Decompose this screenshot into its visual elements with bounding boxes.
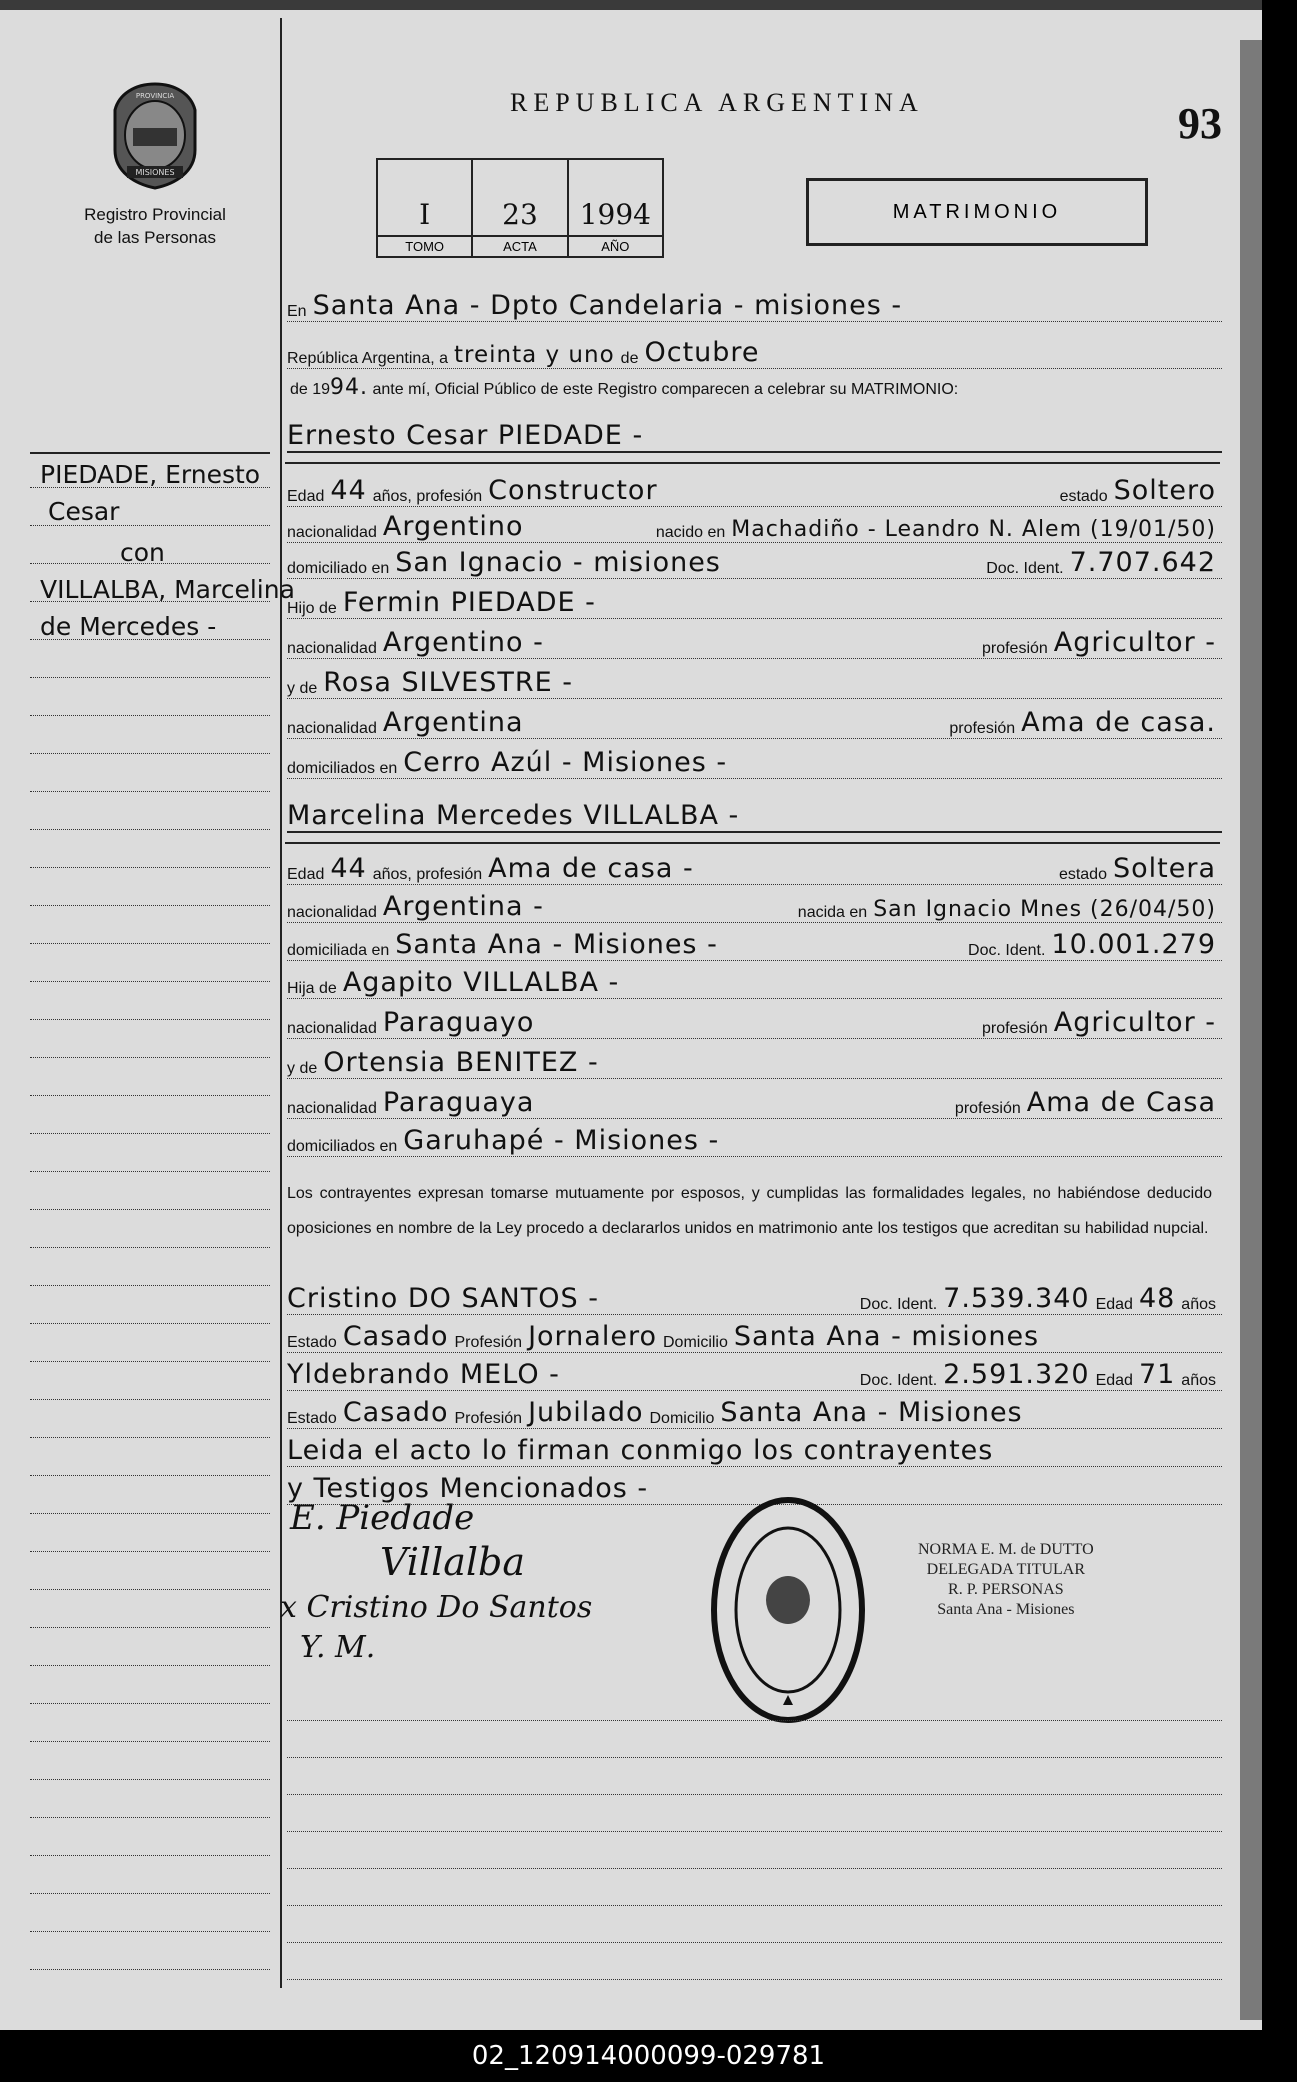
bride-mother-nationality: Paraguaya: [382, 1087, 535, 1118]
margin-ruled-line: [30, 1627, 270, 1628]
official-title: DELEGADA TITULAR: [926, 1561, 1086, 1578]
ruled-line: [287, 1979, 1222, 1980]
official-block: [918, 1540, 1094, 1620]
estado-label: estado: [1058, 866, 1107, 883]
nacido-label: nacido en: [655, 524, 726, 541]
bride-father-profession: Agricultor -: [1053, 1007, 1216, 1038]
bride-age: 44: [330, 853, 367, 884]
day-value: treinta y uno: [454, 342, 615, 368]
bride-doc: 10.001.279: [1051, 929, 1216, 960]
profesion-label: Profesión: [454, 1410, 523, 1427]
bride-birthplace: San Ignacio Mnes (26/04/50): [873, 897, 1216, 922]
seal-top-text: PROVINCIA: [135, 92, 175, 100]
hijo-label: Hijo de: [287, 600, 337, 617]
domiciliado-label: domiciliado en: [287, 560, 390, 577]
year-prefix: de 19: [290, 381, 331, 398]
bride-nationality: Argentina -: [382, 891, 544, 922]
ano-value: 1994: [579, 198, 651, 231]
margin-ruled-line: [30, 1209, 270, 1210]
bride-mother: Ortensia BENITEZ -: [323, 1047, 599, 1078]
bride-father-nat-row: [287, 1002, 1222, 1039]
witness2-profession: Jubilado: [528, 1397, 644, 1428]
margin-note-line4: VILLALBA, Marcelina: [40, 575, 295, 604]
closing-line-2: y Testigos Mencionados -: [287, 1473, 649, 1504]
margin-ruled-line: [30, 639, 270, 640]
doc-label: Doc. Ident.: [986, 560, 1064, 577]
registry-line2: de las Personas: [94, 228, 216, 247]
margin-ruled-line: [30, 601, 270, 602]
groom-mother-nat-row: [287, 702, 1222, 739]
margin-ruled-line: [30, 1133, 270, 1134]
acta-value: 23: [502, 198, 538, 231]
ruled-line: [287, 1720, 1222, 1721]
margin-ruled-line: [30, 487, 270, 488]
groom-father-profession: Agricultor -: [1053, 627, 1216, 658]
ruled-line: [287, 1942, 1222, 1943]
page-edge: [1240, 40, 1262, 2020]
edad-label: Edad: [1095, 1296, 1133, 1313]
doc-label: Doc. Ident.: [859, 1296, 938, 1313]
witness1-age: 48: [1138, 1283, 1176, 1314]
bride-nationality-row: [287, 886, 1222, 923]
edad-label: Edad: [1095, 1372, 1133, 1389]
margin-ruled-line: [30, 905, 270, 906]
month-value: Octubre: [644, 337, 760, 368]
bride-estado: Soltera: [1112, 853, 1216, 884]
profesion-label: años, profesión: [372, 488, 483, 505]
margin-note-line3: con: [120, 538, 165, 567]
margin-ruled-line: [30, 1361, 270, 1362]
margin-ruled-line: [30, 1019, 270, 1020]
nacionalidad-label: nacionalidad: [287, 904, 377, 921]
domiciliados-label: domiciliados en: [287, 1138, 398, 1155]
groom-nationality-row: [287, 506, 1222, 543]
margin-ruled-line: [30, 1095, 270, 1096]
groom-estado: Soltero: [1113, 475, 1216, 506]
bride-parents-domicile-row: [287, 1120, 1222, 1157]
margin-ruled-line: [30, 715, 270, 716]
ruled-line: [287, 1794, 1222, 1795]
nacida-label: nacida en: [797, 904, 868, 921]
scan-id: 02_120914000099-029781: [0, 2030, 1297, 2082]
domiciliada-label: domiciliada en: [287, 942, 390, 959]
province-shield-icon: [105, 80, 205, 190]
groom-mother-nationality: Argentina: [382, 707, 524, 738]
tomo-value: I: [419, 198, 431, 231]
groom-mother-row: [287, 662, 1222, 699]
year-value: 94.: [330, 375, 369, 400]
margin-ruled-line: [30, 791, 270, 792]
ruled-line: [287, 1905, 1222, 1906]
republica-label: República Argentina, a: [287, 350, 448, 367]
margin-ruled-line: [30, 1817, 270, 1818]
bride-parents-domicile: Garuhapé - Misiones -: [403, 1125, 720, 1156]
profesion-label: años, profesión: [372, 866, 483, 883]
estado-label: Estado: [287, 1410, 337, 1427]
official-office: R. P. PERSONAS: [948, 1581, 1064, 1598]
margin-ruled-line: [30, 1969, 270, 1970]
margin-ruled-line: [30, 1703, 270, 1704]
ruled-line: [287, 1757, 1222, 1758]
margin-ruled-line: [30, 753, 270, 754]
y-de-label: y de: [287, 680, 318, 697]
witness2-doc: 2.591.320: [943, 1359, 1090, 1390]
bride-father-row: [287, 962, 1222, 999]
groom-parents-domicile: Cerro Azúl - Misiones -: [403, 747, 728, 778]
acta-cell: [473, 160, 568, 256]
place-row: [287, 285, 1222, 322]
bride-name: Marcelina Mercedes VILLALBA -: [287, 800, 740, 831]
domicilio-label: Domicilio: [649, 1410, 715, 1427]
margin-ruled-line: [30, 1893, 270, 1894]
tomo-label: TOMO: [378, 235, 471, 256]
de-label: de: [620, 350, 639, 367]
bride-mother-row: [287, 1042, 1222, 1079]
document-type-box: MATRIMONIO: [806, 178, 1148, 246]
estado-label: Estado: [287, 1334, 337, 1351]
groom-father: Fermin PIEDADE -: [342, 587, 596, 618]
groom-name: Ernesto Cesar PIEDADE -: [287, 420, 644, 451]
separator: [285, 462, 1220, 464]
margin-ruled-line: [30, 1779, 270, 1780]
ruled-line: [287, 1868, 1222, 1869]
ano-label: AÑO: [569, 235, 662, 256]
edad-label: Edad: [287, 866, 325, 883]
profesion-label: Profesión: [454, 1334, 523, 1351]
profesion-label: profesión: [954, 1100, 1021, 1117]
seal-bottom-text: MISIONES: [135, 168, 175, 177]
y-de-label: y de: [287, 1060, 318, 1077]
bride-profession: Ama de casa -: [488, 853, 694, 884]
margin-ruled-line: [30, 677, 270, 678]
profesion-label: profesión: [981, 640, 1048, 657]
bride-mother-nat-row: [287, 1082, 1222, 1119]
bride-name-row: [287, 795, 1222, 833]
margin-ruled-line: [30, 943, 270, 944]
margin-ruled-line: [30, 1475, 270, 1476]
witness1-detail-row: [287, 1316, 1222, 1353]
margin-ruled-line: [30, 1247, 270, 1248]
domicilio-label: Domicilio: [662, 1334, 728, 1351]
groom-domicile: San Ignacio - misiones: [395, 547, 721, 578]
margin-ruled-line: [30, 1057, 270, 1058]
domiciliados-label: domiciliados en: [287, 760, 398, 777]
groom-father-nationality: Argentino -: [382, 627, 544, 658]
nacionalidad-label: nacionalidad: [287, 1020, 377, 1037]
registry-stamp-icon: [708, 1495, 868, 1725]
registry-line1: Registro Provincial: [84, 205, 226, 224]
acta-label: ACTA: [473, 235, 566, 256]
groom-domicile-row: [287, 542, 1222, 579]
groom-father-row: [287, 582, 1222, 619]
folio-number: 93: [1178, 99, 1222, 148]
bride-mother-profession: Ama de Casa: [1026, 1087, 1216, 1118]
separator: [285, 842, 1220, 844]
tomo-cell: [378, 160, 473, 256]
en-label: En: [287, 303, 307, 320]
act-reference-box: [376, 158, 664, 258]
witness1-name: Cristino DO SANTOS -: [287, 1283, 599, 1314]
signature-witness2: Y. M.: [300, 1630, 376, 1665]
groom-nationality: Argentino: [382, 511, 524, 542]
witness2-estado: Casado: [342, 1397, 449, 1428]
witness2-detail-row: [287, 1392, 1222, 1429]
margin-ruled-line: [30, 1285, 270, 1286]
intro-text: ante mí, Oficial Público de este Registro comparecen a celebrar su MATRIMONIO:: [372, 381, 959, 398]
signature-bride: Villalba: [380, 1540, 526, 1584]
groom-age: 44: [330, 475, 367, 506]
margin-ruled-line: [30, 1399, 270, 1400]
closing-row-1: [287, 1430, 1222, 1467]
profesion-label: profesión: [981, 1020, 1048, 1037]
margin-ruled-line: [30, 1323, 270, 1324]
margin-ruled-line: [30, 1589, 270, 1590]
witness1-row: [287, 1278, 1222, 1315]
margin-note-line2: Cesar: [48, 497, 120, 526]
margin-header-line: [30, 452, 270, 454]
witness2-row: [287, 1354, 1222, 1391]
margin-ruled-line: [30, 829, 270, 830]
official-name: NORMA E. M. de DUTTO: [918, 1541, 1094, 1558]
groom-doc: 7.707.642: [1069, 547, 1216, 578]
margin-ruled-line: [30, 867, 270, 868]
margin-ruled-line: [30, 1551, 270, 1552]
witness2-age: 71: [1138, 1359, 1176, 1390]
groom-parents-domicile-row: [287, 742, 1222, 779]
margin-ruled-line: [30, 1741, 270, 1742]
groom-profession: Constructor: [488, 475, 658, 506]
witness1-estado: Casado: [342, 1321, 449, 1352]
place-value: Santa Ana - Dpto Candelaria - misiones -: [312, 290, 903, 321]
groom-age-row: [287, 470, 1222, 507]
nacionalidad-label: nacionalidad: [287, 640, 377, 657]
witness1-doc: 7.539.340: [943, 1283, 1090, 1314]
nacionalidad-label: nacionalidad: [287, 524, 377, 541]
margin-ruled-line: [30, 1931, 270, 1932]
anos-label: años: [1181, 1372, 1216, 1389]
witness1-profession: Jornalero: [528, 1321, 657, 1352]
official-place: Santa Ana - Misiones: [937, 1601, 1075, 1618]
ruled-line: [287, 1831, 1222, 1832]
groom-birthplace: Machadiño - Leandro N. Alem (19/01/50): [731, 517, 1216, 542]
nacionalidad-label: nacionalidad: [287, 1100, 377, 1117]
margin-ruled-line: [30, 563, 270, 564]
margin-ruled-line: [30, 1171, 270, 1172]
estado-label: estado: [1059, 488, 1108, 505]
doc-label: Doc. Ident.: [968, 942, 1046, 959]
top-band: [0, 0, 1262, 10]
witness1-domicile: Santa Ana - misiones: [733, 1321, 1040, 1352]
anos-label: años: [1181, 1296, 1216, 1313]
margin-ruled-line: [30, 1665, 270, 1666]
profesion-label: profesión: [949, 720, 1016, 737]
groom-mother: Rosa SILVESTRE -: [323, 667, 573, 698]
bride-father-nationality: Paraguayo: [382, 1007, 535, 1038]
doc-label: Doc. Ident.: [859, 1372, 938, 1389]
bride-age-row: [287, 848, 1222, 885]
groom-mother-profession: Ama de casa.: [1021, 707, 1216, 738]
signature-groom: E. Piedade: [290, 1498, 475, 1538]
bride-father: Agapito VILLALBA -: [342, 967, 620, 998]
country-title: REPUBLICA ARGENTINA: [510, 88, 924, 117]
margin-note-line1: PIEDADE, Ernesto: [40, 460, 261, 489]
closing-line-1: Leida el acto lo firman conmigo los contrayentes: [287, 1435, 994, 1466]
witness2-domicile: Santa Ana - Misiones: [720, 1397, 1023, 1428]
margin-ruled-line: [30, 525, 270, 526]
hija-label: Hija de: [287, 980, 337, 997]
date-row: [287, 332, 1222, 369]
edad-label: Edad: [287, 488, 325, 505]
ano-cell: [569, 160, 662, 256]
margin-rule: [280, 18, 282, 1988]
groom-name-row: [287, 415, 1222, 453]
registry-name: [55, 203, 255, 249]
margin-ruled-line: [30, 1855, 270, 1856]
witness2-name: Yldebrando MELO -: [287, 1359, 560, 1390]
margin-ruled-line: [30, 1513, 270, 1514]
declaration-text: Los contrayentes expresan tomarse mutuamente por esposos, y cumplidas las formalidades legales, no habiéndose deducido oposiciones en nombre de la Ley procedo a declararlos unidos en matrimonio ante los testigos que acreditan su habilidad nupcial.: [287, 1185, 1212, 1237]
nacionalidad-label: nacionalidad: [287, 720, 377, 737]
bride-domicile-row: [287, 924, 1222, 961]
margin-ruled-line: [30, 981, 270, 982]
margin-ruled-line: [30, 1437, 270, 1438]
groom-father-nat-row: [287, 622, 1222, 659]
intro-text-row: [290, 375, 958, 400]
bride-domicile: Santa Ana - Misiones -: [395, 929, 718, 960]
signature-witness1: x Cristino Do Santos: [280, 1590, 593, 1625]
margin-note-line5: de Mercedes -: [40, 612, 217, 641]
